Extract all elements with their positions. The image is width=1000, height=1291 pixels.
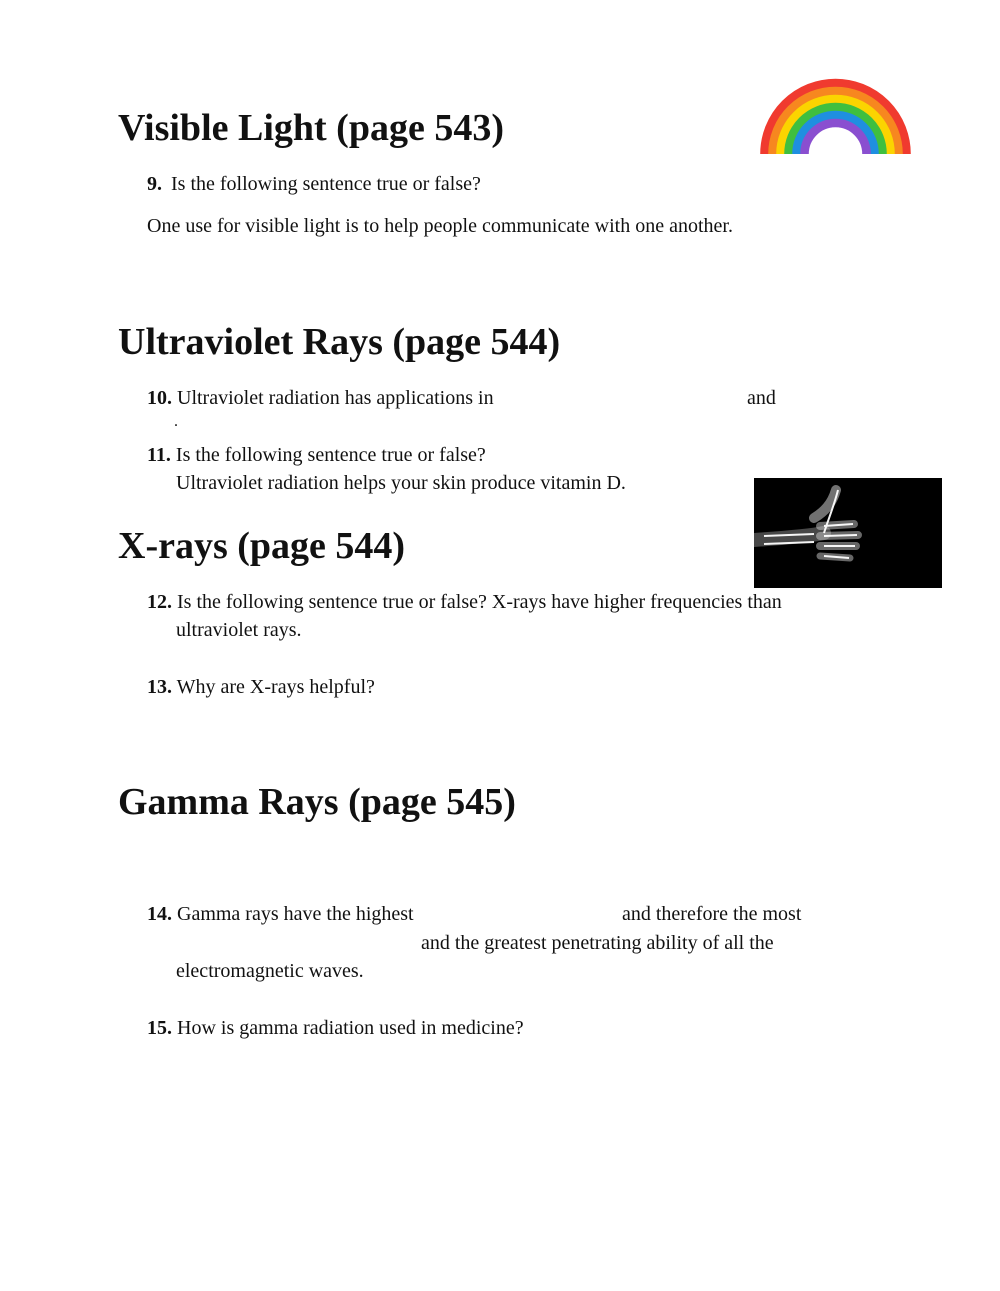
question-15-text: How is gamma radiation used in medicine? <box>177 1017 524 1039</box>
answer-14a-field[interactable] <box>460 900 619 928</box>
xray-hand-image <box>754 478 942 588</box>
heading-ultraviolet: Ultraviolet Rays (page 544) <box>118 321 561 363</box>
question-9-number: 9. <box>147 173 162 195</box>
question-10-period: . <box>174 413 178 430</box>
question-13-number: 13. <box>147 676 172 698</box>
question-12-text-line2: ultraviolet rays. <box>176 619 302 641</box>
answer-10b-field[interactable] <box>787 384 941 412</box>
question-15-prompt <box>147 1018 524 1038</box>
question-11-text: Is the following sentence true or false? <box>175 444 486 466</box>
question-13-prompt <box>147 677 375 697</box>
question-10-number: 10. <box>147 387 172 409</box>
answer-10a-field[interactable] <box>552 384 742 412</box>
question-14-line1 <box>147 904 414 924</box>
question-12-line1 <box>147 592 782 612</box>
question-14-number: 14. <box>147 903 172 925</box>
heading-visible-light: Visible Light (page 543) <box>118 107 504 149</box>
question-9-text: Is the following sentence true or false? <box>171 173 481 195</box>
question-11-statement: Ultraviolet radiation helps your skin produce vitamin D. <box>176 472 626 494</box>
question-12-number: 12. <box>147 591 172 613</box>
heading-gamma: Gamma Rays (page 545) <box>118 781 516 823</box>
question-11-number: 11. <box>147 444 171 466</box>
rainbow-image <box>758 76 913 156</box>
question-14-text-part1: Gamma rays have the highest <box>177 903 414 925</box>
question-9-prompt <box>147 174 481 194</box>
question-15-number: 15. <box>147 1017 172 1039</box>
question-13-text: Why are X-rays helpful? <box>176 676 375 698</box>
rainbow-band <box>805 123 867 154</box>
question-14-text-part4: electromagnetic waves. <box>176 960 364 982</box>
heading-xrays: X-rays (page 544) <box>118 525 406 567</box>
question-14-text-part2: and therefore the most <box>622 903 802 925</box>
question-9-statement: One use for visible light is to help people communicate with one another. <box>147 215 733 237</box>
answer-14b-field[interactable] <box>176 929 418 957</box>
question-14-text-part3: and the greatest penetrating ability of all the <box>421 932 774 954</box>
question-10-text-part1: Ultraviolet radiation has applications in <box>177 387 494 409</box>
question-10-line <box>147 388 494 408</box>
question-12-text-line1: Is the following sentence true or false? X-rays have higher frequencies than <box>177 591 782 613</box>
question-10-text-part2: and <box>747 387 776 409</box>
question-11-prompt <box>147 445 486 465</box>
